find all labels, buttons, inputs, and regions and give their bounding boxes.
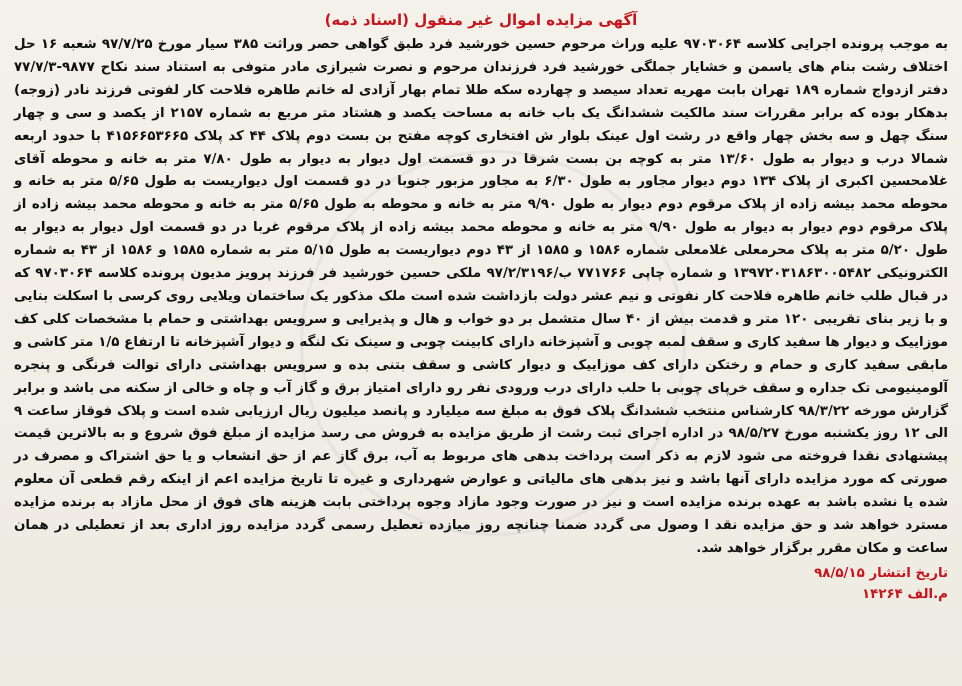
publish-date: تاریخ انتشار ۹۸/۵/۱۵ xyxy=(814,565,948,581)
notice-footer xyxy=(14,563,948,605)
reference-number: م.الف ۱۴۲۶۴ xyxy=(861,586,948,602)
notice-body: به موجب پرونده اجرایی کلاسه ۹۷۰۳۰۶۴ علیه وراث مرحوم حسین خورشید فرد طبق گواهی حصر وراثت ۳۸۵ سیار مورخ ۹۷/۷/۲۵ شعبه ۱۶ حل اختلاف رشت بنام های یاسمن و خشایار جملگی خورشید فرد فرزندان مرحوم و نصرت شیرازی مادر متوفی به استناد سند نکاح ۹۸۷۷-۷۷/۷/۳ دفتر ازدواج شماره ۱۸۹ تهران بابت مهریه تعداد سیصد و چهارده سکه طلا تمام بهار آزادی له خانم طاهره فلاحت کار لفوتی فرزند نادر (زوجه) بدهکار بوده که برابر مقررات سند مالکیت ششدانگ یک باب خانه به مساحت یکصد و هشتاد متر مربع به شماره ۲۱۵۷ از یکصد و سی و چهار سنگ چهل و سه بخش چهار واقع در رشت اول عینک بلوار ش افتخاری کوچه مفتح بن بست دوم پلاک ۴۴ کد پلاک ۴۱۵۶۶۵۳۶۶۵ با حدود اربعه شمالا درب و دیوار به طول ۱۳/۶۰ متر به کوچه بن بست شرقا در دو قسمت اول دیوار به دیوار به طول ۷/۸۰ متر به خانه و محوطه آقای غلامحسین اکبری از پلاک ۱۳۴ دوم دیوار مجاور به طول ۶/۳۰ به مجاور مزبور جنوبا در دو قسمت اول دیواریست به طول ۵/۶۵ متر به خانه و محوطه محمد بیشه زاده از پلاک مرقوم دوم دیوار به طول ۹/۹۰ متر به خانه و محوطه به طول ۵/۶۵ متر به خانه و محوطه محمد بیشه زاده از پلاک مرقوم دوم دیوار به دیوار به طول ۹/۹۰ متر به خانه و محوطه محمد بیشه زاده از پلاک مرقوم غربا در دو قسمت اول دیوار به دیوار به طول ۵/۲۰ متر به پلاک محرمعلی غلامعلی شماره ۱۵۸۶ و ۱۵۸۵ از ۴۳ دوم دیواریست به طول ۵/۱۵ متر به شماره ۱۵۸۵ و ۱۵۸۶ از ۴۳ به شماره الکترونیکی ۱۳۹۷۲۰۳۱۸۶۳۰۰۵۴۸۲ و شماره چاپی ۷۷۱۷۶۶ ب/۹۷/۲/۳۱۹۶ ملکی حسین خورشید فر فرزند پرویز مدیون پرونده کلاسه ۹۷۰۳۰۶۴ که در قبال طلب خانم طاهره فلاحت کار نفوتی و نیم عشر دولت بازداشت شده است ملک مذکور یک ساختمان ویلایی روی کرسی با اسکلت بنایی و با زیر بنای تقریبی ۱۲۰ متر و قدمت بیش از ۴۰ سال متشمل بر دو خواب و هال و پذیرایی و سرویس بهداشتی و حمام با مشخصات کلی کف موزاییک و دیوار ها سفید کاری و سقف لمبه چوبی و آشپزخانه دارای کابینت چوبی و سینک تک لنگه و دیوار آشپزخانه تا ارتفاع ۱/۵ متر کاشی و مابقی سفید کاری و حمام و رختکن دارای کف موزاییک و دیوار کاشی و سقف بتنی بده و سرویس بهداشتی دارای توالت فرنگی و پنجره آلومینیومی تک جداره و سقف خرپای چوبی با حلب دارای درب ورودی نفر رو دارای امتیاز برق و گاز آب و چاه و خالی از سکنه می باشد و برابر گزارش مورخه ۹۸/۳/۲۲ کارشناس منتخب ششدانگ پلاک فوق به مبلغ سه میلیارد و پانصد میلیون ریال ارزیابی شده است و پلاک فوقاز ساعت ۹ الی ۱۲ روز یکشنبه مورخ ۹۸/۵/۲۷ در اداره اجرای ثبت رشت از طریق مزایده به فروش می رسد مزایده از مبلغ فوق شروع و به بالاترین قیمت پیشنهادی نقدا فروخته می شود لازم به ذکر است پرداخت بدهی های مربوط به آب، برق گاز عم از حق انشعاب و یا حق اشتراک و مصرف در صورتی که مورد مزایده دارای آنها باشد و نیز بدهی های مالیاتی و عوارض شهرداری و غیره تا تاریخ مزایده اعم از اینکه رقم قطعی آن معلوم شده یا نشده باشد به عهده برنده مزایده است و نیز در صورت وجود مازاد وجوه پرداختی بابت هزینه های فوق از محل مازاد به برنده مزایده مسترد خواهد شد و حق مزایده نقد ا وصول می گردد ضمنا چنانچه روز میازده تعطیل رسمی گردد مزایده روز اداری بعد از تعطیلی در همان ساعت و مکان مقرر برگزار خواهد شد. xyxy=(14,37,949,556)
notice-title: آگهی مزایده اموال غیر منقول (اسناد ذمه) xyxy=(324,11,638,29)
